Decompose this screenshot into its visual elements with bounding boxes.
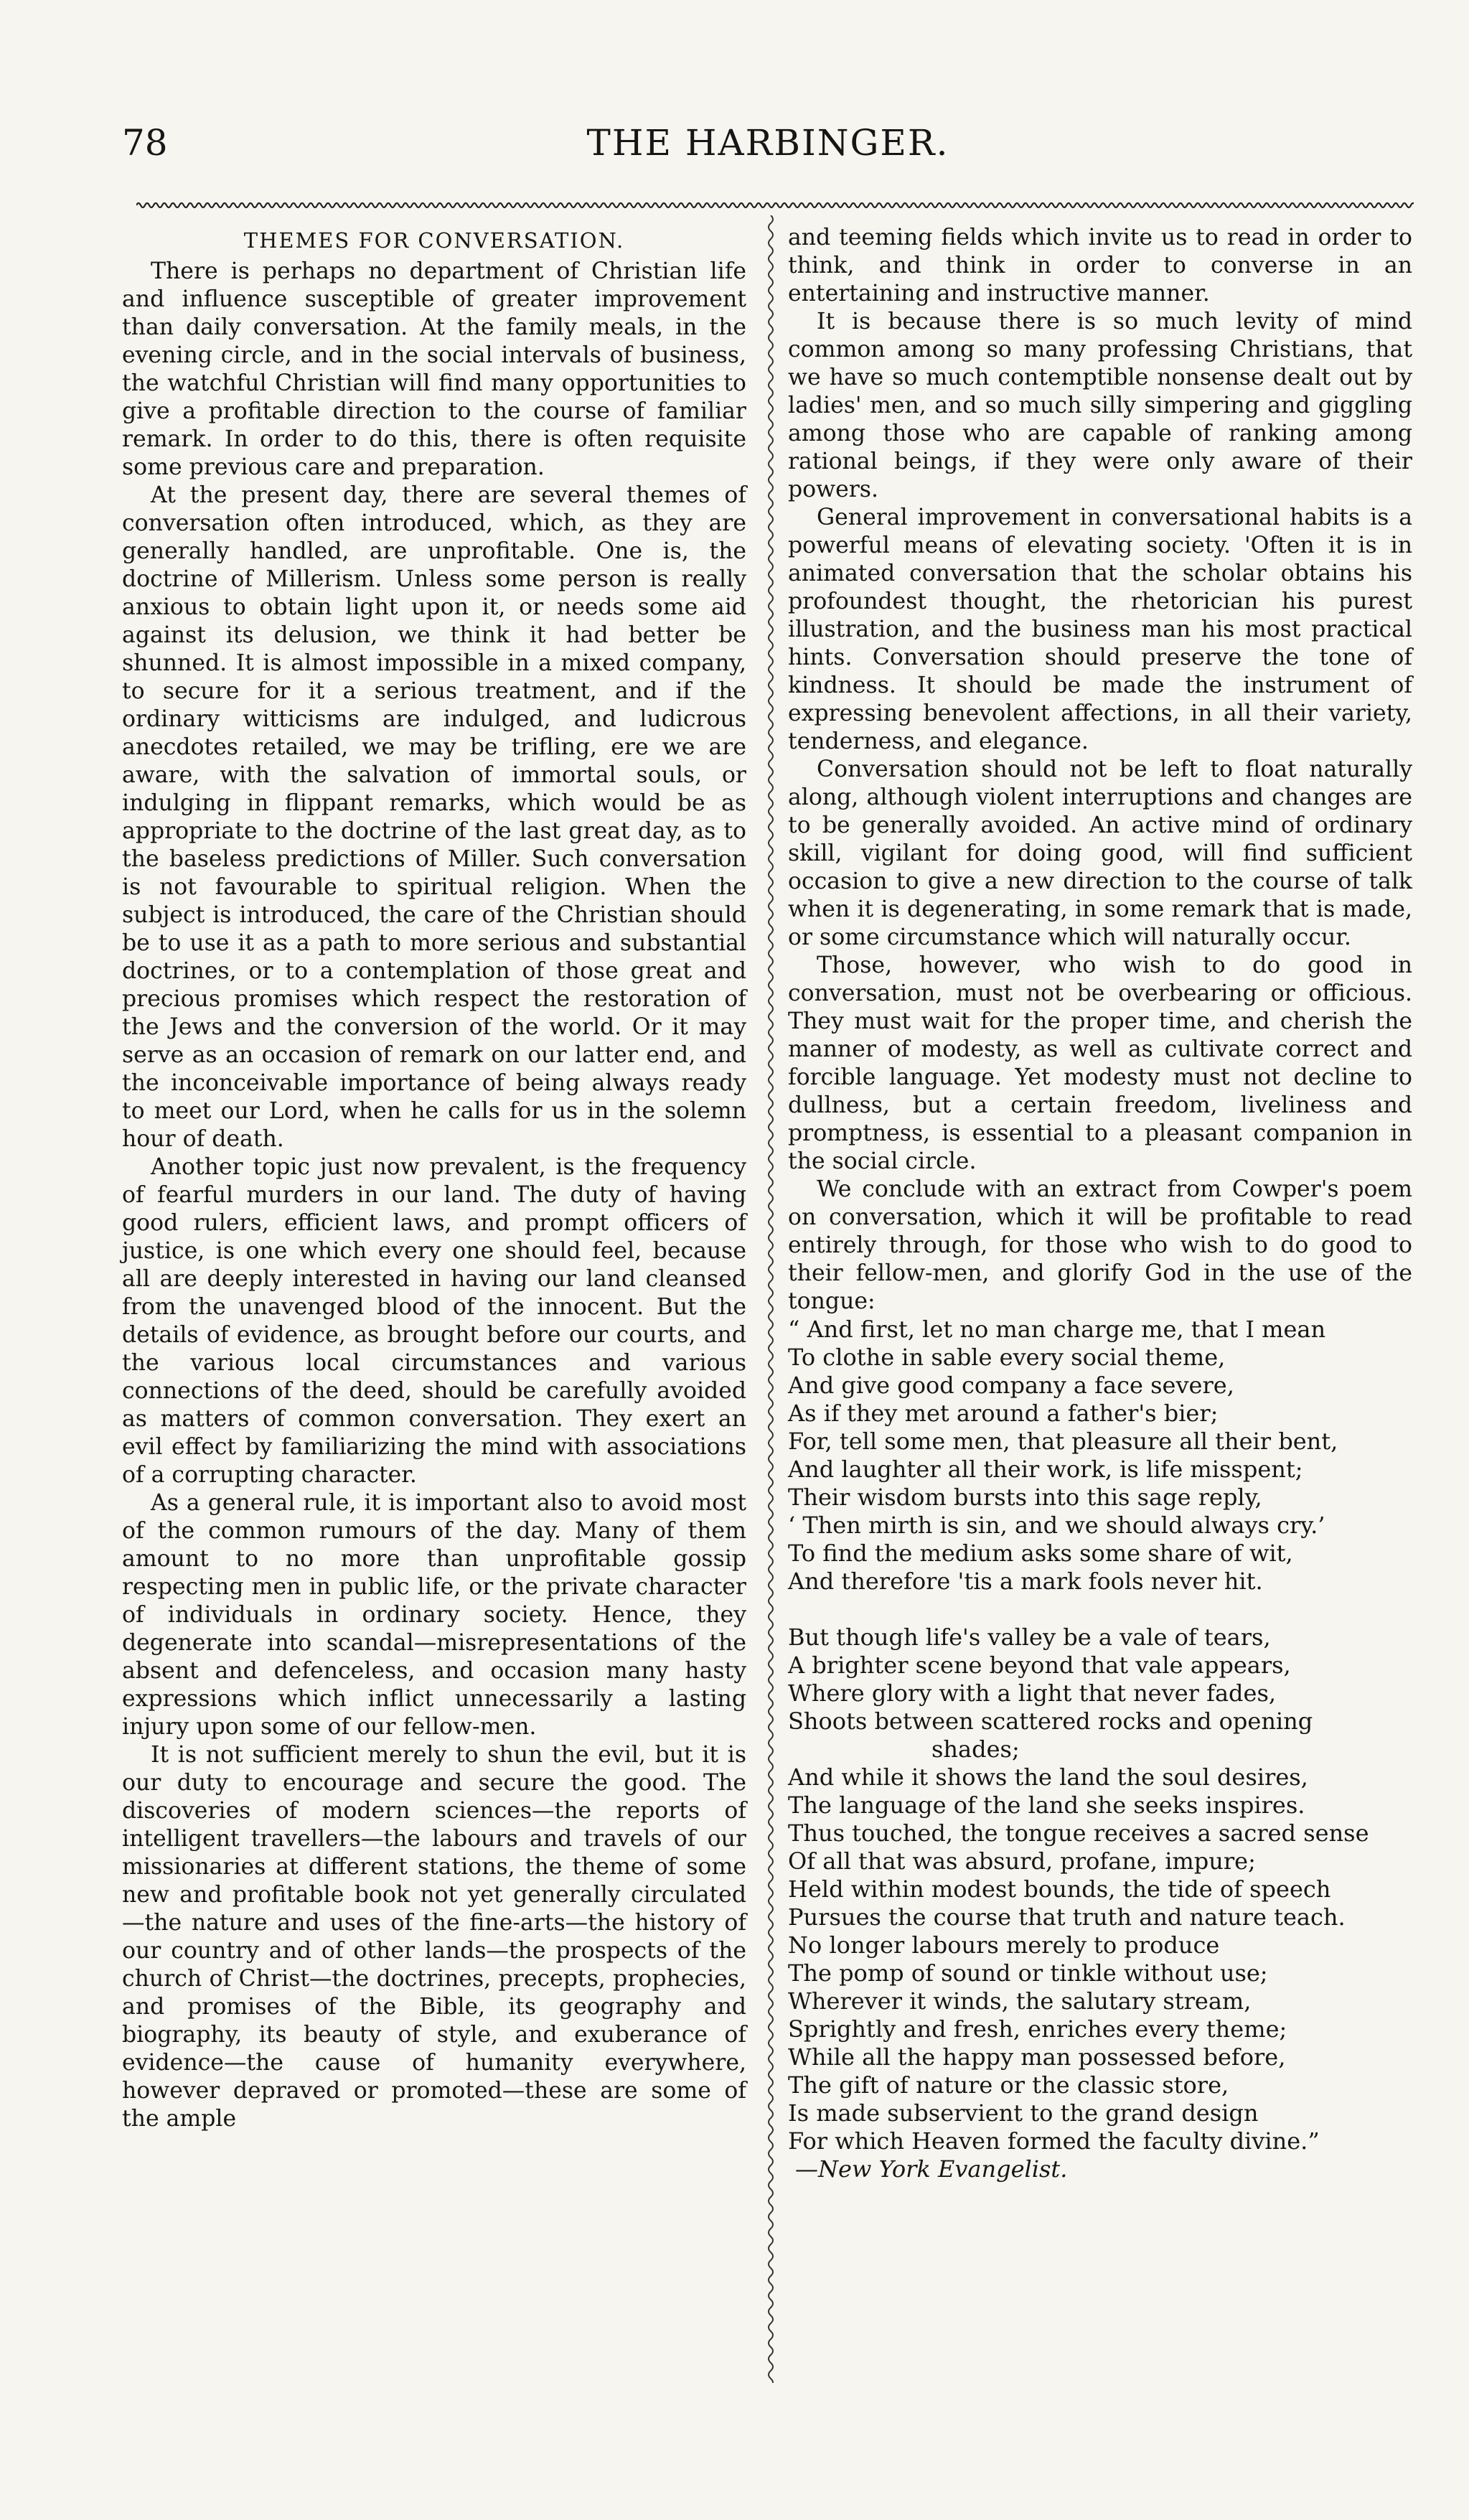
poem-line: Pursues the course that truth and nature teach. [788,1903,1346,1931]
page-number: 78 [122,122,168,164]
poem-line: shades; [931,1736,1020,1763]
paragraph: and teeming fields which invite us to read in order to think, and think in order to converse in an entertaining and instructive manner. [788,225,1412,306]
paragraph: It is because there is so much levity of mind common among so many professing Christians, that we have so much contemptible nonsense dealt out by ladies' men, and so much silly simpering and giggling among those who are capable of ranking among rational beings, if they were only aware of their powers. [788,309,1412,502]
poem-line: Thus touched, the tongue receives a sacred sense [788,1819,1369,1847]
poem-line: Shoots between scattered rocks and opening [788,1708,1313,1735]
poem-line: For, tell some men, that pleasure all their bent, [788,1428,1338,1455]
paragraph: General improvement in conversational habits is a powerful means of elevating society. 'Often it is in animated conversation that the scholar obtains his profoundest thought, the rhetorician his purest illustration, and the business man his most practical hints. Conversation should preserve the tone of kindness. It should be made the instrument of expressing benevolent affections, in all their variety, tenderness, and elegance. [788,505,1412,754]
paragraph: Conversation should not be left to float naturally along, although violent interruptions and changes are to be generally avoided. An active mind of ordinary skill, vigilant for doing good, will find sufficient occasion to give a new direction to the course of talk when it is degenerating, in some remark that is made, or some circumstance which will naturally occur. [788,757,1412,950]
poem-line: To find the medium asks some share of wit, [788,1540,1293,1567]
page-header [122,122,1414,187]
paragraph: We conclude with an extract from Cowper's poem on conversation, which it will be profitable to read entirely through, for those who wish to do good to their fellow-men, and glorify God in the use of the tongue: [788,1176,1412,1314]
paragraph: It is not sufficient merely to shun the evil, but it is our duty to encourage and secure the good. The discoveries of modern sciences—the reports of intelligent travellers—the labours and travels of our missionaries at different stations, the theme of some new and profitable book not yet generally circulated—the nature and uses of the fine-arts—the history of our country and of other lands—the prospects of the church of Christ—the doctrines, precepts, prophecies, and promises of the Bible, its geography and biography, its beauty of style, and exuberance of evidence—the cause of humanity everywhere, however depraved or promoted—these are some of the ample [122,1742,746,2132]
poem-line: The gift of nature or the classic store, [788,2071,1229,2099]
poem-line: The pomp of sound or tinkle without use; [788,1959,1268,1987]
poem-line: No longer labours merely to produce [788,1931,1220,1959]
poem-line: Their wisdom bursts into this sage reply, [788,1484,1262,1511]
left-column [122,224,746,2133]
poem-line: And laughter all their work, is life misspent; [788,1456,1303,1483]
paragraph: At the present day, there are several themes of conversation often introduced, which, as they are generally handled, are unprofitable. One is, the doctrine of Millerism. Unless some person is really anxious to obtain light upon it, or needs some aid against its delusion, we think it had better be shunned. It is almost impossible in a mixed company, to secure for it a serious treatment, and if the ordinary witticisms are indulged, and ludicrous anecdotes retailed, we may be trifling, ere we are aware, with the salvation of immortal souls, or indulging in flippant remarks, which would be as appropriate to the doctrine of the last great day, as to the baseless predictions of Miller. Such conversation is not favourable to spiritual religion. When the subject is introduced, the care of the Christian should be to use it as a path to more serious and substantial doctrines, or to a contemplation of those great and precious promises which respect the restoration of the Jews and the conversion of the world. Or it may serve as an occasion of remark on our latter end, and the inconceivable importance of being always ready to meet our Lord, when he calls for us in the solemn hour of death. [122,482,746,1152]
stanza-gap [788,1596,1412,1624]
paragraph: Another topic just now prevalent, is the frequency of fearful murders in our land. The duty of having good rulers, efficient laws, and prompt officers of justice, is one which every one should feel, because all are deeply interested in having our land cleansed from the unavenged blood of the innocent. But the details of evidence, as brought before our courts, and the various local circumstances and various connections of the deed, should be carefully avoided as matters of common conversation. They exert an evil effect by familiarizing the mind with associations of a corrupting character. [122,1154,746,1488]
poem-line: Held within modest bounds, the tide of speech [788,1875,1331,1903]
poem-line: To clothe in sable every social theme, [788,1344,1226,1371]
poem-line: Where glory with a light that never fades, [788,1680,1277,1707]
poem-line: “ And first, let no man charge me, that I mean [788,1316,1326,1343]
paragraph: As a general rule, it is important also to avoid most of the common rumours of the day. Many of them amount to no more than unprofitable gossip respecting men in public life, or the private character of individuals in ordinary society. Hence, they degenerate into scandal—misrepresentations of the absent and defenceless, and occasion many hasty expressions which inflict unnecessarily a lasting injury upon some of our fellow-men. [122,1490,746,1740]
poem-line: And while it shows the land the soul desires, [788,1763,1308,1791]
column-divider [762,215,779,2383]
poem-line: Of all that was absurd, profane, impure; [788,1847,1256,1875]
poem-excerpt [788,1316,1412,2183]
paragraph: There is perhaps no department of Christian life and influence susceptible of greater improvement than daily conversation. At the family meals, in the evening circle, and in the social intervals of business, the watchful Christian will find many opportunities to give a profitable direction to the course of familiar remark. In order to do this, there is often requisite some previous care and preparation. [122,258,746,480]
poem-line: But though life's valley be a vale of tears, [788,1624,1271,1651]
running-title: THE HARBINGER. [586,122,949,164]
right-column [788,224,1412,2183]
poem-line: Sprightly and fresh, enriches every theme; [788,2015,1287,2043]
poem-line: The language of the land she seeks inspires. [788,1791,1305,1819]
wavy-rule [136,198,1414,212]
paragraph: Those, however, who wish to do good in conversation, must not be overbearing or officious. They must wait for the proper time, and cherish the manner of modesty, as well as cultivate correct and forcible language. Yet modesty must not decline to dullness, but a certain freedom, liveliness and promptness, is essential to a pleasant companion in the social circle. [788,952,1412,1174]
poem-line: A brighter scene beyond that vale appears, [788,1652,1291,1679]
poem-line: For which Heaven formed the faculty divine.” [788,2127,1320,2155]
poem-line: Wherever it winds, the salutary stream, [788,1987,1252,2015]
poem-line: While all the happy man possessed before, [788,2043,1286,2071]
poem-line: ‘ Then mirth is sin, and we should always cry.’ [788,1512,1325,1539]
attribution: —New York Evangelist. [795,2155,1068,2183]
poem-line: As if they met around a father's bier; [788,1400,1219,1427]
poem-line: Is made subservient to the grand design [788,2099,1259,2127]
poem-line: And give good company a face severe, [788,1372,1234,1399]
poem-line: And therefore 'tis a mark fools never hit. [788,1568,1263,1595]
article-heading: THEMES FOR CONVERSATION. [243,228,625,253]
